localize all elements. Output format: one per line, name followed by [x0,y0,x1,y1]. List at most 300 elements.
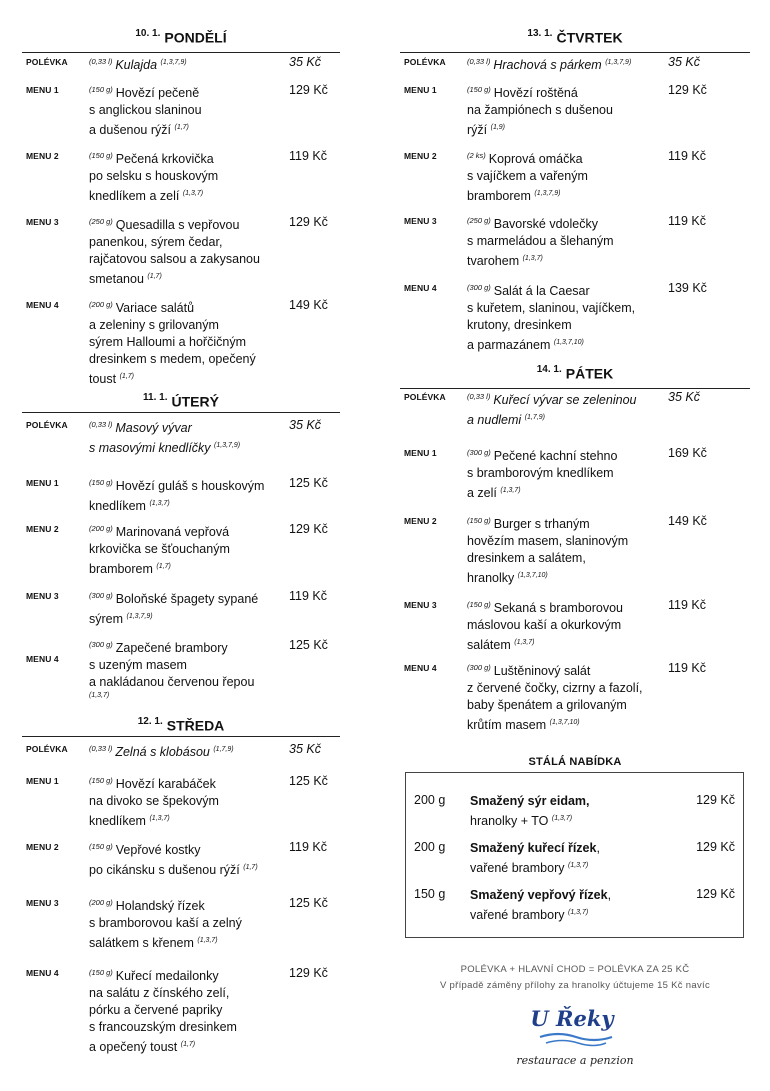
fixed-offer-name [470,887,611,924]
portion-size: (150 g) [89,776,113,785]
menu-tag: MENU 3 [26,898,59,908]
dish-line [89,740,234,761]
menu-tag: MENU 4 [404,283,437,293]
dish-line [467,596,623,617]
dish-text: Koprová omáčka [488,152,583,167]
dish-text: na žampiónech s dušenou [467,103,613,118]
dish-name [89,147,218,205]
dish-line [89,1002,237,1019]
dish-line [467,119,613,139]
day-divider [22,412,340,413]
dish-line [467,444,617,465]
allergens: (1,3,7) [149,500,170,508]
dish-text: z červené čočky, cizrny a fazolí, [467,681,643,696]
price: 169 Kč [668,446,707,460]
dish-name [89,296,256,388]
price: 35 Kč [668,55,700,69]
dish-line [467,102,613,119]
menu-tag: MENU 3 [404,216,437,226]
portion-weight: 200 g [414,840,446,854]
price: 139 Kč [668,281,707,295]
dish-text: s kuřetem, slaninou, vajíčkem, [467,301,636,316]
footer-note [405,962,745,994]
dish-line [467,81,613,102]
dish-text: Holandský řízek [115,899,205,914]
dish-line [467,300,635,317]
dish-text: Zelná s klobásou [115,745,210,760]
menu-tag: MENU 1 [26,478,59,488]
logo-brand-text: U Řeky [530,1006,614,1031]
portion-size: (300 g) [467,663,491,672]
dish-line [89,168,218,185]
dish-name [467,444,617,502]
dish-line [467,482,617,502]
allergens: (1,7) [174,124,189,132]
portion-size: (2 ks) [467,151,486,160]
allergens: (1,3,7) [551,815,573,822]
dish-name [89,964,237,1056]
price: 125 Kč [289,476,328,490]
menu-tag: MENU 2 [26,151,59,161]
dish-line [89,81,202,102]
allergens: (1,3,7) [514,639,535,647]
dish-line [89,102,202,119]
dish-line [89,234,260,251]
dish-line [89,793,219,810]
dish-line [89,268,260,288]
dish-line [89,1019,237,1036]
day-name: ÚTERÝ [171,393,219,410]
price: 129 Kč [696,840,735,854]
fixed-offer-desc-text: vařené brambory [470,908,565,923]
dish-line [89,772,219,793]
fries-surcharge-note: V případě záměny přílohy za hranolky účtujeme 15 Kč navíc [439,980,711,991]
dish-text: Hovězí guláš s houskovým [115,479,265,494]
allergens: (1,7) [180,1041,196,1049]
fixed-offer-title: STÁLÁ NABÍDKA [528,756,622,768]
portion-size: (300 g) [89,640,113,649]
menu-tag: MENU 4 [26,968,59,978]
dish-line [89,437,240,457]
dish-line [467,53,631,74]
dish-text: Vepřové kostky [115,843,201,858]
dish-text: dresinkem s medem, opečený [89,352,256,367]
menu-tag: MENU 2 [404,151,437,161]
menu-tag: MENU 4 [26,300,59,310]
dish-line [89,368,256,388]
day-heading [400,28,750,47]
dish-line [89,53,187,74]
dish-line [467,279,635,300]
menu-tag: MENU 1 [404,448,437,458]
menu-tag: MENU 1 [26,776,59,786]
dish-text: po selsku s houskovým [89,169,219,184]
dish-text: knedlíkem [89,499,146,514]
price: 35 Kč [289,418,321,432]
dish-text: Marinovaná vepřová [115,525,230,540]
dish-line [89,964,237,985]
dish-text: bramborem [89,562,153,577]
dish-text: tvarohem [467,254,520,269]
dish-text: Hovězí karabáček [115,777,216,792]
allergens: (1,7) [243,864,258,872]
dish-line [89,691,254,700]
dish-text: salátkem s křenem [89,936,194,951]
fixed-offer-title-text: Smažený sýr eidam, [470,794,590,808]
dish-line [89,213,260,234]
dish-text: máslovou kaší a okurkovým [467,618,622,633]
dish-text: po cikánsku s dušenou rýží [89,863,240,878]
dish-text: knedlíkem [89,814,146,829]
fixed-offer-desc-text: vařené brambory [470,861,565,876]
dish-line [467,212,614,233]
dish-name [467,596,623,654]
dish-text: knedlíkem a zelí [89,189,180,204]
dish-text: a dušenou rýží [89,123,171,138]
dish-line [467,617,623,634]
dish-name [89,53,187,74]
day-name: PÁTEK [565,365,614,382]
price: 119 Kč [289,589,327,603]
allergens: (1,7) [147,273,162,281]
day-date: 11. 1. [143,392,168,403]
day-heading [22,28,340,47]
dish-line [89,636,254,657]
dish-line [467,680,643,697]
dish-text: Sekaná s bramborovou [493,601,624,616]
price: 35 Kč [289,55,321,69]
dish-text: Variace salátů [115,301,195,316]
fixed-offer-desc [470,904,611,924]
dish-text: Bavorské vdolečky [493,217,598,232]
dish-line [89,810,219,830]
day-date: 14. 1. [536,364,562,375]
dish-line [89,674,254,691]
portion-size: (150 g) [467,85,491,94]
dish-line [89,317,256,334]
price: 119 Kč [668,214,706,228]
price: 119 Kč [289,840,327,854]
allergens: (1,3,7,9) [605,59,632,66]
allergens: (1,3,7,9) [160,59,187,66]
dish-line [467,250,614,270]
portion-size: (300 g) [467,283,491,292]
price: 129 Kč [668,83,707,97]
menu-tag: MENU 3 [26,217,59,227]
dish-line [89,558,230,578]
dish-text: krůtím masem [467,718,547,733]
menu-tag: POLÉVKA [26,57,68,67]
allergens: (1,3,7,10) [553,339,584,347]
dish-line [467,388,636,409]
dish-text: Kuřecí vývar se zeleninou [493,393,637,408]
dish-text: smetanou [89,272,144,287]
dish-line [467,533,628,550]
dish-text: hovězím masem, slaninovým [467,534,629,549]
portion-size: (300 g) [467,448,491,457]
allergens: (1,3,7,9) [534,190,561,198]
dish-line [467,317,635,334]
menu-tag: POLÉVKA [404,57,446,67]
dish-text: s uzeným masem [89,658,187,673]
allergens: (1,3,7) [522,255,543,263]
day-heading [22,392,340,411]
portion-size: (150 g) [467,600,491,609]
price: 129 Kč [696,793,735,807]
dish-line [89,838,258,859]
portion-size: (300 g) [89,591,113,600]
price: 149 Kč [289,298,328,312]
dish-text: Salát á la Caesar [493,284,590,299]
portion-weight: 200 g [414,793,446,807]
dish-name [89,894,242,952]
dish-line [89,416,240,437]
price: 125 Kč [289,774,328,788]
menu-tag: MENU 4 [26,654,59,664]
price: 149 Kč [668,514,707,528]
dish-line [467,550,628,567]
allergens: (1,3,7,9) [126,613,153,621]
dish-text: Kulajda [115,58,158,73]
dish-name [89,81,202,139]
dish-line [467,185,588,205]
price: 119 Kč [668,598,706,612]
dish-text: Kuřecí medailonky [115,969,219,984]
dish-text: dresinkem a salátem, [467,551,586,566]
dish-text: s vajíčkem a vařeným [467,169,588,184]
day-heading [400,364,750,383]
portion-size: (250 g) [467,216,491,225]
menu-tag: MENU 3 [26,591,59,601]
portion-size: (0,33 l) [89,57,113,66]
menu-tag: POLÉVKA [26,420,68,430]
allergens: (1,3,7) [567,862,589,869]
dish-line [467,567,628,587]
menu-tag: MENU 4 [404,663,437,673]
dish-text: a nudlemi [467,413,522,428]
price: 35 Kč [668,390,700,404]
allergens: (1,3,7) [149,815,170,823]
dish-line [467,512,628,533]
logo-wave-1 [540,1034,612,1040]
day-name: PONDĚLÍ [164,29,227,46]
dish-text: Boloňské špagety sypané [115,592,259,607]
price: 129 Kč [289,215,328,229]
dish-name [89,772,219,830]
day-name: STŘEDA [166,717,225,734]
allergens: (1,3,7,10) [517,572,548,580]
allergens: (1,3,7) [197,937,218,945]
fixed-offer-line [470,793,590,810]
dish-line [467,714,643,734]
dish-text: na salátu z čínského zelí, [89,986,230,1001]
price: 129 Kč [289,83,328,97]
day-heading [22,716,340,735]
allergens: (1,7,9) [524,414,545,422]
dish-text: pórku a červené papriky [89,1003,223,1018]
fixed-offer-name-tail: , [596,841,600,855]
day-date: 12. 1. [137,716,163,727]
fixed-offer-name-tail: , [607,888,612,902]
price: 35 Kč [289,742,321,756]
menu-tag: MENU 1 [404,85,437,95]
dish-line [467,334,635,354]
logo-wave-2 [546,1041,606,1046]
price: 125 Kč [289,896,328,910]
dish-name [467,147,588,205]
logo-subtitle: restaurace a penzion [516,1054,634,1067]
dish-text: s anglickou slaninou [89,103,202,118]
dish-text: toust [89,372,117,387]
dish-name [89,416,240,457]
fixed-offer-desc [470,857,600,877]
allergens: (1,9) [490,124,506,132]
menu-tag: MENU 2 [26,842,59,852]
dish-text: s bramborovým knedlíkem [467,466,614,481]
dish-text: a parmazánem [467,338,551,353]
fixed-offer-line [470,887,611,904]
dish-text: krkovička se šťouchaným [89,542,230,557]
allergens: (1,3,7) [89,692,110,700]
dish-name [89,636,254,700]
dish-text: Pečené kachní stehno [493,449,618,464]
price: 119 Kč [668,661,706,675]
portion-size: (150 g) [89,842,113,851]
dish-text: Zapečené brambory [115,641,228,656]
dish-text: Hrachová s párkem [493,58,602,73]
price: 119 Kč [289,149,327,163]
fixed-offer-title-text: Smažený vepřový řízek [470,888,608,902]
dish-line [467,634,623,654]
dish-text: sýrem [89,612,124,627]
dish-line [89,587,258,608]
dish-name [467,388,636,429]
allergens: (1,7) [156,563,171,571]
dish-text: a nakládanou červenou řepou [89,675,255,690]
day-divider [22,736,340,737]
menu-tag: POLÉVKA [404,392,446,402]
day-name: ČTVRTEK [556,29,623,46]
dish-line [467,147,588,168]
combo-price-note: POLÉVKA + HLAVNÍ CHOD = POLÉVKA ZA 25 KČ [460,964,690,975]
portion-size: (150 g) [89,478,113,487]
price: 129 Kč [696,887,735,901]
portion-weight: 150 g [414,887,446,901]
menu-tag: POLÉVKA [26,744,68,754]
dish-line [467,465,617,482]
fixed-offer-title-text: Smažený kuřecí řízek [470,841,597,855]
portion-size: (150 g) [467,516,491,525]
dish-text: panenkou, sýrem čedar, [89,235,223,250]
dish-line [89,894,242,915]
dish-text: a opečený toust [89,1040,178,1055]
dish-line [89,351,256,368]
day-date: 13. 1. [527,28,553,39]
dish-name [467,212,614,270]
fixed-offer-name [470,793,590,830]
portion-size: (0,33 l) [467,57,491,66]
dish-line [467,409,636,429]
portion-size: (150 g) [89,151,113,160]
allergens: (1,3,7) [182,190,204,198]
dish-name [89,740,234,761]
fixed-offer-desc [470,810,590,830]
dish-line [89,474,264,495]
dish-name [89,474,264,515]
dish-line [89,520,230,541]
price: 119 Kč [668,149,706,163]
dish-line [89,657,254,674]
dish-line [89,608,258,628]
dish-line [89,541,230,558]
dish-name [89,587,258,628]
menu-tag: MENU 1 [26,85,59,95]
dish-text: salátem [467,638,511,653]
dish-line [89,296,256,317]
dish-name [467,512,628,587]
dish-text: Luštěninový salát [493,664,591,679]
dish-line [89,495,264,515]
price: 129 Kč [289,966,328,980]
portion-size: (200 g) [89,898,113,907]
dish-text: a zelí [467,486,497,501]
dish-line [89,185,218,205]
dish-line [89,985,237,1002]
dish-name [467,53,631,74]
dish-text: s francouzským dresinkem [89,1020,237,1035]
dish-text: Quesadilla s vepřovou [115,218,240,233]
restaurant-logo [500,1004,650,1082]
dish-name [467,81,613,139]
dish-line [467,168,588,185]
dish-text: Burger s trhaným [493,517,590,532]
dish-text: na divoko se špekovým [89,794,219,809]
fixed-offer-line [470,840,600,857]
portion-size: (200 g) [89,300,113,309]
portion-size: (0,33 l) [467,392,491,401]
dish-text: Hovězí pečeně [115,86,200,101]
allergens: (1,7,9) [213,746,234,753]
portion-size: (0,33 l) [89,420,113,429]
portion-size: (150 g) [89,968,113,977]
dish-name [467,279,635,354]
dish-text: baby špenátem a grilovaným [467,698,627,713]
fixed-offer-name [470,840,600,877]
dish-line [89,251,260,268]
day-date: 10. 1. [135,28,161,39]
dish-text: s bramborovou kaší a zelný [89,916,242,931]
dish-name [89,213,260,288]
dish-line [89,932,242,952]
allergens: (1,3,7,9) [214,442,241,450]
price: 125 Kč [289,638,328,652]
allergens: (1,7) [119,373,134,381]
fixed-offer-box [405,772,744,938]
dish-text: rajčatovou salsou a zakysanou [89,252,260,267]
dish-line [89,1036,237,1056]
menu-tag: MENU 2 [26,524,59,534]
dish-text: s masovými knedlíčky [89,441,211,456]
dish-line [89,147,218,168]
dish-line [89,119,202,139]
dish-text: rýží [467,123,488,138]
logo-graphic [500,1004,650,1082]
dish-text: hranolky [467,571,515,586]
dish-line [89,915,242,932]
portion-size: (150 g) [89,85,113,94]
dish-line [467,233,614,250]
dish-name [89,838,258,879]
